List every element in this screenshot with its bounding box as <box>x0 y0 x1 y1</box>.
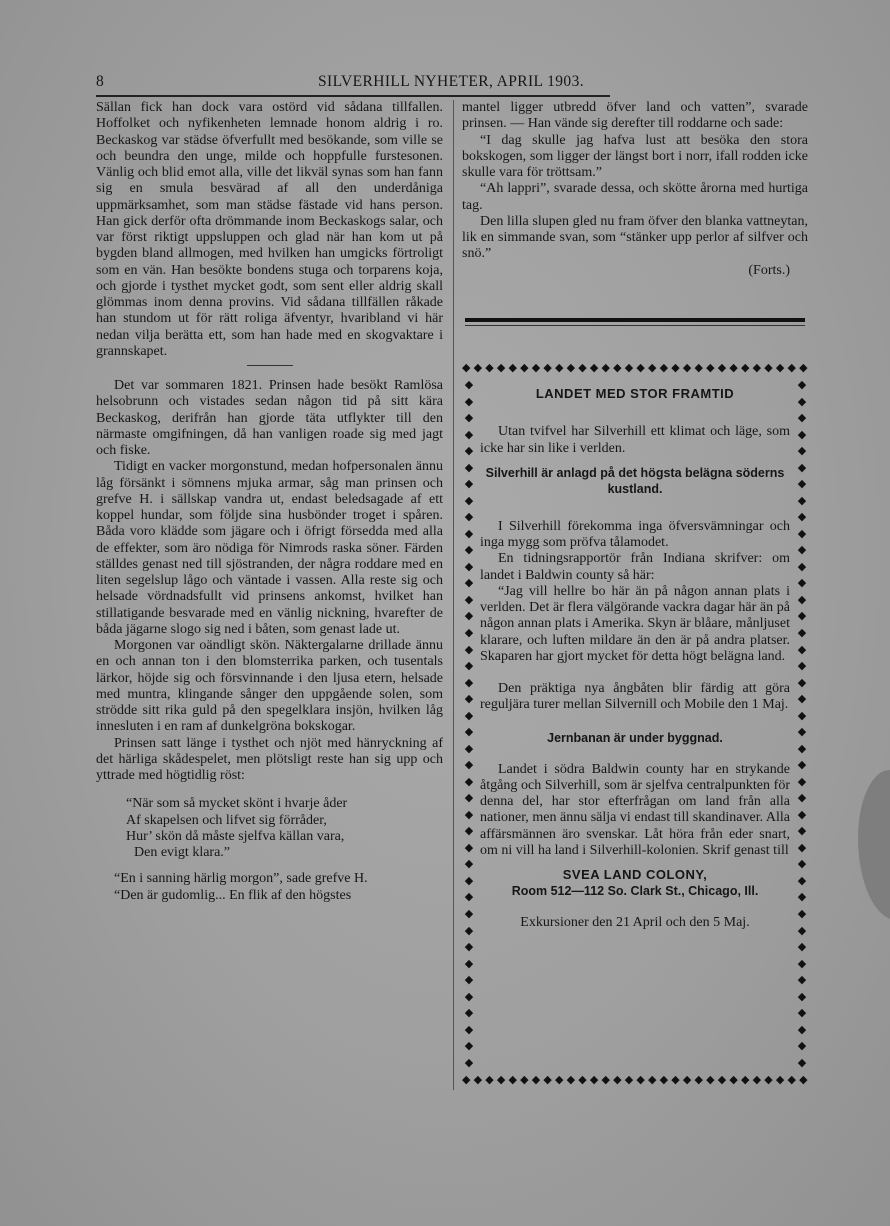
diamond-ornament: ◆ <box>464 758 474 772</box>
diamond-ornament: ◆ <box>464 940 474 954</box>
diamond-ornament: ◆ <box>764 1073 773 1086</box>
story-end-thin-rule <box>465 325 805 326</box>
diamond-ornament: ◆ <box>797 609 807 623</box>
diamond-ornament: ◆ <box>464 659 474 673</box>
right-column <box>462 100 808 279</box>
diamond-ornament: ◆ <box>464 1055 474 1069</box>
diamond-ornament: ◆ <box>464 741 474 755</box>
diamond-ornament: ◆ <box>464 890 474 904</box>
diamond-ornament: ◆ <box>555 361 564 374</box>
diamond-ornament: ◆ <box>520 361 529 374</box>
diamond-ornament: ◆ <box>741 1073 750 1086</box>
diamond-ornament: ◆ <box>797 411 807 425</box>
diamond-ornament: ◆ <box>464 592 474 606</box>
ad-excursions: Exkursioner den 21 April och den 5 Maj. <box>520 915 750 931</box>
story-paragraph: Morgonen var oändligt skön. Näktergalarne drillade ännu en och annan ton i den blomsterrika parken, och tusentals lärkor, höjde sig och försvinnande i den ljusa etern, helsade med muntra, klingande sånger den uppgående solen, som strödde sitt rika guld på den spegelklara insjön, hvilken låg innesluten i en ram af dunkelgröna bokskogar. <box>96 638 443 735</box>
diamond-ornament: ◆ <box>543 361 552 374</box>
diamond-ornament: ◆ <box>797 791 807 805</box>
diamond-ornament: ◆ <box>797 741 807 755</box>
diamond-ornament: ◆ <box>797 708 807 722</box>
diamond-ornament: ◆ <box>797 427 807 441</box>
story-paragraph: Den lilla slupen gled nu fram öfver den blanka vattneytan, lik en simmande svan, som “stänker upp perlor af silfver och snö.” <box>462 213 808 262</box>
diamond-ornament: ◆ <box>464 956 474 970</box>
page-number: 8 <box>96 73 105 90</box>
diamond-ornament: ◆ <box>797 824 807 838</box>
diamond-ornament: ◆ <box>787 361 796 374</box>
diamond-ornament: ◆ <box>624 361 634 374</box>
diamond-ornament: ◆ <box>464 460 474 474</box>
diamond-ornament: ◆ <box>464 427 474 441</box>
page-header <box>96 73 610 93</box>
diamond-ornament: ◆ <box>464 411 474 425</box>
diamond-ornament: ◆ <box>682 361 692 374</box>
diamond-ornament: ◆ <box>508 1073 517 1086</box>
diamond-ornament: ◆ <box>694 1073 703 1086</box>
diamond-ornament: ◆ <box>496 1073 506 1086</box>
diamond-ornament: ◆ <box>566 1073 576 1086</box>
diamond-ornament: ◆ <box>531 1073 541 1086</box>
diamond-ornament: ◆ <box>485 1073 494 1086</box>
ad-border-bottom <box>462 1072 808 1088</box>
land-advertisement <box>480 378 790 932</box>
diamond-ornament: ◆ <box>613 361 622 374</box>
story-paragraph: Tidigt en vacker morgonstund, medan hofpersonalen ännu låg försänkt i sömnens mjuka armar, såg man prinsen och grefve H. i sällskap vandra ut, endast beledsagade af ett koppel hundar, som följde sina husbönder troget i spåren. Båda voro klädde som jägare och i öfrigt försedda med alla de effekter, som äro nödiga för Nimrods raska söner. Färden ställdes genast ned till sjöstranden, der några roddare med en liten segelslup lågo och väntade i vassen. Alla reste sig och helsade vördnadsfullt vid prinsens ankomst, hvilket han stillatigande besvarade med en vänlig nickning, hvarefter de båda jägarne slogo sig ned i båten, som genast lade ut. <box>96 459 443 637</box>
torn-edge <box>858 770 890 920</box>
story-paragraph: Prinsen satt länge i tysthet och njöt med hänryckning af det härliga skådespelet, men plötsligt reste han sig upp och yttrade med högtidlig röst: <box>96 735 443 783</box>
diamond-ornament: ◆ <box>797 890 807 904</box>
continued-note: (Forts.) <box>748 262 790 278</box>
diamond-ornament: ◆ <box>694 361 703 374</box>
ad-quote: “Jag vill hellre bo här än på någon annan plats i verlden. Det är flera välgörande vackra dagar här än på någon annan plats i Amerika. Skyn är blåare, månljuset klarare, och luften mildare än den är på andra platser. Skaparen har gjort mycket för detta högt belägna land. <box>480 583 790 664</box>
diamond-ornament: ◆ <box>797 873 807 887</box>
diamond-ornament: ◆ <box>797 692 807 706</box>
diamond-ornament: ◆ <box>752 1073 762 1086</box>
diamond-ornament: ◆ <box>464 493 474 507</box>
ad-address: Room 512—112 So. Clark St., Chicago, Ill. <box>511 884 759 899</box>
poem-line: Hur’ skön då måste sjelfva källan vara, <box>126 828 345 844</box>
diamond-ornament: ◆ <box>578 1073 587 1086</box>
diamond-ornament: ◆ <box>589 1073 599 1086</box>
poem-line: Af skapelsen och lifvet sig förråder, <box>126 812 327 828</box>
diamond-ornament: ◆ <box>706 361 715 374</box>
ad-border-right <box>795 378 809 1070</box>
diamond-ornament: ◆ <box>797 758 807 772</box>
diamond-ornament: ◆ <box>464 873 474 887</box>
diamond-ornament: ◆ <box>464 559 474 573</box>
diamond-ornament: ◆ <box>531 361 541 374</box>
diamond-ornament: ◆ <box>797 576 807 590</box>
diamond-ornament: ◆ <box>797 510 807 524</box>
diamond-ornament: ◆ <box>601 361 610 374</box>
diamond-ornament: ◆ <box>797 940 807 954</box>
header-rule <box>96 95 610 97</box>
diamond-ornament: ◆ <box>797 559 807 573</box>
ad-border-left <box>462 378 476 1070</box>
diamond-ornament: ◆ <box>464 1022 474 1036</box>
diamond-ornament: ◆ <box>601 1073 610 1086</box>
diamond-ornament: ◆ <box>636 361 645 374</box>
diamond-ornament: ◆ <box>775 361 785 374</box>
diamond-ornament: ◆ <box>464 708 474 722</box>
diamond-ornament: ◆ <box>706 1073 715 1086</box>
diamond-ornament: ◆ <box>473 361 483 374</box>
diamond-ornament: ◆ <box>797 675 807 689</box>
diamond-ornament: ◆ <box>797 725 807 739</box>
diamond-ornament: ◆ <box>508 361 517 374</box>
newspaper-title: SILVERHILL NYHETER, APRIL 1903. <box>318 73 584 90</box>
diamond-ornament: ◆ <box>464 725 474 739</box>
diamond-ornament: ◆ <box>464 840 474 854</box>
poem <box>126 796 443 861</box>
diamond-ornament: ◆ <box>775 1073 785 1086</box>
diamond-ornament: ◆ <box>496 361 506 374</box>
poem-line: “När som så mycket skönt i hvarje åder <box>126 796 348 812</box>
diamond-ornament: ◆ <box>543 1073 552 1086</box>
diamond-ornament: ◆ <box>464 824 474 838</box>
diamond-ornament: ◆ <box>717 1073 727 1086</box>
diamond-ornament: ◆ <box>797 642 807 656</box>
diamond-ornament: ◆ <box>799 1073 808 1086</box>
diamond-ornament: ◆ <box>464 444 474 458</box>
diamond-ornament: ◆ <box>797 973 807 987</box>
diamond-ornament: ◆ <box>797 774 807 788</box>
diamond-ornament: ◆ <box>797 989 807 1003</box>
diamond-ornament: ◆ <box>464 378 474 391</box>
diamond-ornament: ◆ <box>464 675 474 689</box>
diamond-ornament: ◆ <box>797 1022 807 1036</box>
diamond-ornament: ◆ <box>520 1073 529 1086</box>
diamond-ornament: ◆ <box>464 394 474 408</box>
story-line: “Den är gudomlig... En flik af den högstes <box>114 887 352 903</box>
diamond-ornament: ◆ <box>752 361 762 374</box>
diamond-ornament: ◆ <box>464 907 474 920</box>
story-paragraph: Det var sommaren 1821. Prinsen hade besökt Ramlösa helsobrunn och vistades sedan någon tid på sitt kära Beckaskog, derifrån han gjorde täta utflykter till den närmaste omgifningen, då han vanligen roade sig med jagt och fiske. <box>96 378 443 458</box>
diamond-ornament: ◆ <box>648 361 657 374</box>
diamond-ornament: ◆ <box>787 1073 796 1086</box>
story-paragraph: mantel ligger utbredd öfver land och vatten”, svarade prinsen. — Han vände sig derefter till roddarne och sade: <box>462 100 808 132</box>
ad-subheading: Jernbanan är under byggnad. <box>547 730 723 745</box>
diamond-ornament: ◆ <box>464 973 474 987</box>
diamond-ornament: ◆ <box>464 576 474 590</box>
diamond-ornament: ◆ <box>462 1073 471 1086</box>
ad-paragraph: Den präktiga nya ångbåten blir färdig att göra reguljära turer mellan Silvernill och Mobile den 1 Maj. <box>480 681 790 713</box>
diamond-ornament: ◆ <box>764 361 773 374</box>
poem-line: Den evigt klara.” <box>134 845 231 860</box>
diamond-ornament: ◆ <box>659 1073 669 1086</box>
ad-company: SVEA LAND COLONY, <box>562 867 708 882</box>
diamond-ornament: ◆ <box>797 460 807 474</box>
story-paragraph: Sällan fick han dock vara ostörd vid sådana tillfallen. Hoffolket och nyfikenheten lemnade honom aldrig i ro. Beckaskog var städse öfverfullt med besökande, som ville se och beundra den unge, milde och hoppfulle furstesonen. Vänlig och blid emot alla, ville det likväl synas som han fann sig en smula besvärad af all den underdåniga uppmärksamhet, som man städse fästade vid hans person. Han gick derför ofta drömmande inom Beckaskogs salar, och var först riktigt uppsluppen och glad när han kom ut på bygden bland allmogen, med hvilken han umgicks förtroligt som en vän. Han besökte bondens stuga och torparens koja, och gjorde i tysthet mycket godt, som sent eller aldrig skall glömmas inom denna provins. Vid sådana tillfällen råkade han stundom ut för rätt roliga äfventyr, hvaribland vi här nedan vilja berätta ett, som han hade med en skogvaktare i grannskapet. <box>96 100 443 359</box>
diamond-ornament: ◆ <box>464 510 474 524</box>
diamond-ornament: ◆ <box>578 361 587 374</box>
diamond-ornament: ◆ <box>797 840 807 854</box>
diamond-ornament: ◆ <box>555 1073 564 1086</box>
diamond-ornament: ◆ <box>464 609 474 623</box>
diamond-ornament: ◆ <box>473 1073 483 1086</box>
diamond-ornament: ◆ <box>797 543 807 557</box>
diamond-ornament: ◆ <box>797 477 807 491</box>
diamond-ornament: ◆ <box>464 642 474 656</box>
diamond-ornament: ◆ <box>464 1039 474 1053</box>
diamond-ornament: ◆ <box>613 1073 622 1086</box>
diamond-ornament: ◆ <box>797 907 807 920</box>
diamond-ornament: ◆ <box>485 361 494 374</box>
diamond-ornament: ◆ <box>648 1073 657 1086</box>
diamond-ornament: ◆ <box>797 807 807 821</box>
diamond-ornament: ◆ <box>717 361 727 374</box>
diamond-ornament: ◆ <box>464 774 474 788</box>
diamond-ornament: ◆ <box>589 361 599 374</box>
diamond-ornament: ◆ <box>741 361 750 374</box>
diamond-ornament: ◆ <box>464 807 474 821</box>
diamond-ornament: ◆ <box>729 1073 738 1086</box>
ad-paragraph: En tidningsrapportör från Indiana skrifver: om landet i Baldwin county så här: <box>480 551 790 583</box>
diamond-ornament: ◆ <box>671 361 680 374</box>
story-paragraph: “I dag skulle jag hafva lust att besöka den stora bokskogen, som ligger der längst bort i norr, ifall rodden icke skulle vara för tröttsam.” <box>462 132 808 180</box>
diamond-ornament: ◆ <box>729 361 738 374</box>
diamond-ornament: ◆ <box>624 1073 634 1086</box>
diamond-ornament: ◆ <box>799 361 808 374</box>
diamond-ornament: ◆ <box>797 592 807 606</box>
diamond-ornament: ◆ <box>797 1006 807 1020</box>
diamond-ornament: ◆ <box>464 526 474 540</box>
diamond-ornament: ◆ <box>462 361 471 374</box>
story-line: “En i sanning härlig morgon”, sade grefve H. <box>114 871 368 887</box>
diamond-ornament: ◆ <box>682 1073 692 1086</box>
diamond-ornament: ◆ <box>797 956 807 970</box>
diamond-ornament: ◆ <box>797 625 807 639</box>
diamond-ornament: ◆ <box>636 1073 645 1086</box>
diamond-ornament: ◆ <box>797 378 807 391</box>
story-end-rule <box>465 318 805 322</box>
diamond-ornament: ◆ <box>671 1073 680 1086</box>
diamond-ornament: ◆ <box>797 1055 807 1069</box>
diamond-ornament: ◆ <box>659 361 669 374</box>
diamond-ornament: ◆ <box>797 493 807 507</box>
diamond-ornament: ◆ <box>797 857 807 871</box>
diamond-ornament: ◆ <box>464 791 474 805</box>
diamond-ornament: ◆ <box>797 1039 807 1053</box>
ad-heading: LANDET MED STOR FRAMTID <box>535 386 735 401</box>
diamond-ornament: ◆ <box>464 989 474 1003</box>
diamond-ornament: ◆ <box>464 477 474 491</box>
diamond-ornament: ◆ <box>464 857 474 871</box>
diamond-ornament: ◆ <box>797 659 807 673</box>
diamond-ornament: ◆ <box>464 692 474 706</box>
ad-paragraph: I Silverhill förekomma inga öfversvämningar och inga mygg som pröfva tålamodet. <box>480 518 790 550</box>
diamond-ornament: ◆ <box>464 543 474 557</box>
left-column <box>96 100 443 904</box>
ad-subheading: Silverhill är anlagd på det högsta belägna söderns kustland. <box>485 465 785 496</box>
diamond-ornament: ◆ <box>464 625 474 639</box>
diamond-ornament: ◆ <box>797 394 807 408</box>
diamond-ornament: ◆ <box>464 1006 474 1020</box>
diamond-ornament: ◆ <box>797 444 807 458</box>
diamond-ornament: ◆ <box>797 923 807 937</box>
diamond-ornament: ◆ <box>797 526 807 540</box>
column-divider <box>453 100 454 1090</box>
story-paragraph: “Ah lappri”, svarade dessa, och skötte årorna med hurtiga tag. <box>462 181 808 213</box>
diamond-ornament: ◆ <box>566 361 576 374</box>
diamond-ornament: ◆ <box>464 923 474 937</box>
ad-paragraph: Landet i södra Baldwin county har en strykande åtgång och Silverhill, som är sjelfva centralpunkten för denna del, har stor efterfrågan om land från alla nationer, men ännu sälja vi endast till skandinaver. Alla affärsmännen äro svenskar. Låt höra från eder snart, om ni vill ha land i Silverhill-kolonien. Skrif genast till <box>480 761 790 858</box>
ad-paragraph: Utan tvifvel har Silverhill ett klimat och läge, som icke har sin like i verlden. <box>480 424 790 456</box>
ad-border-top <box>462 360 808 376</box>
